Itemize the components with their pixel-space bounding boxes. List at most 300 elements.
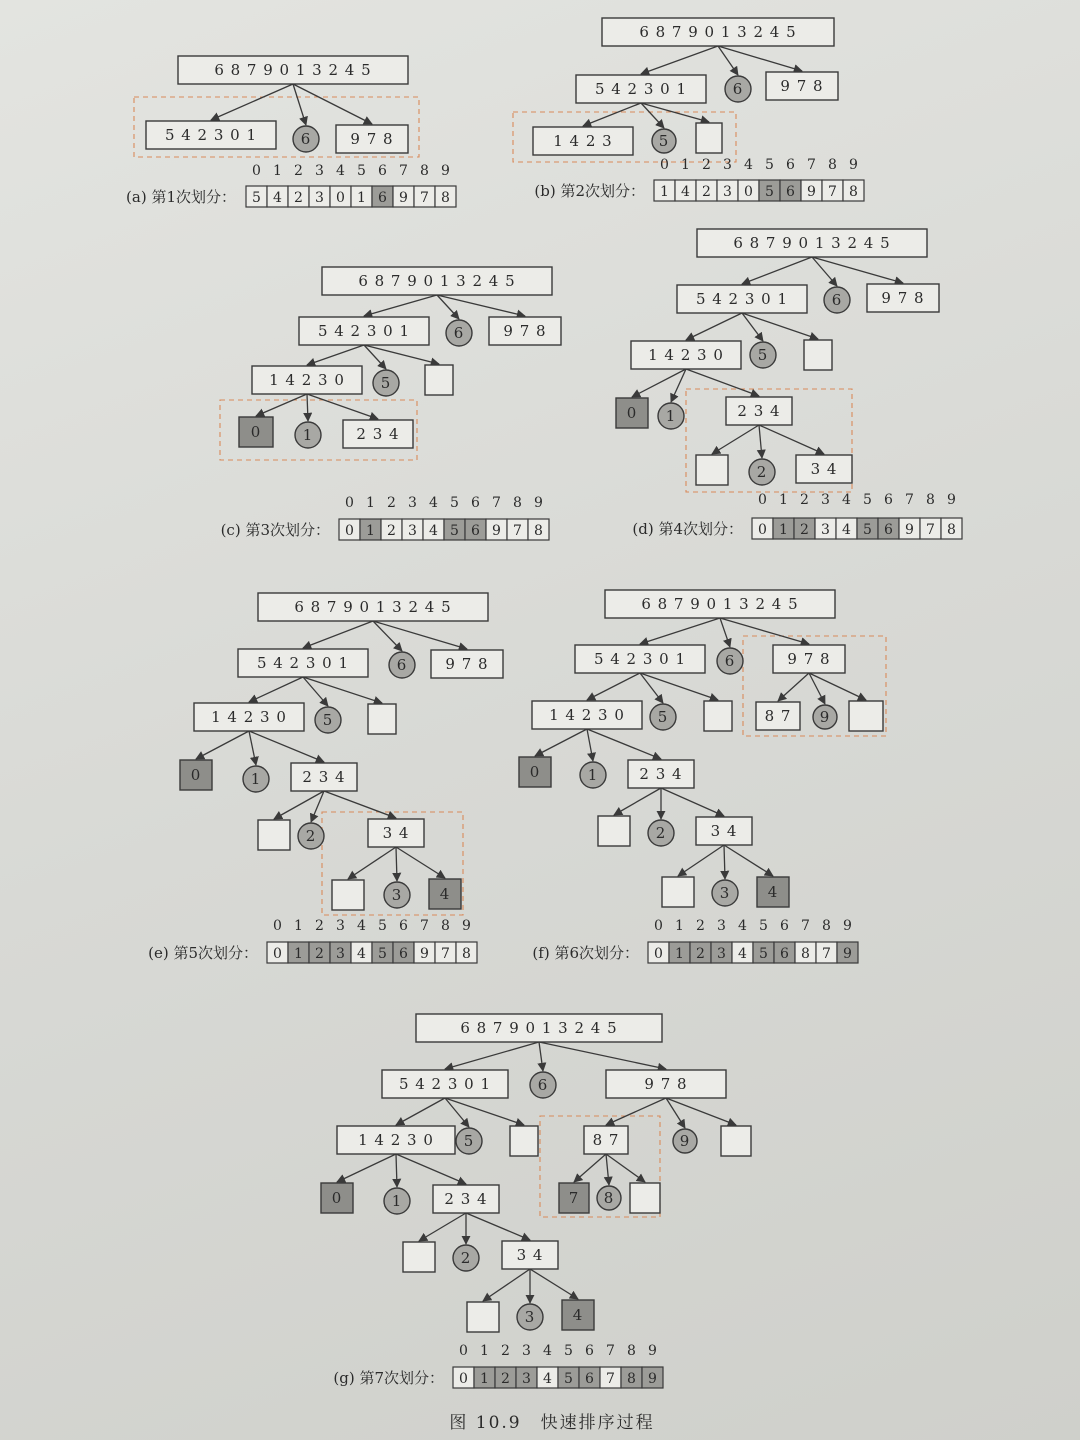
array-index: 6 bbox=[884, 492, 893, 508]
empty-subarray-box bbox=[630, 1183, 660, 1213]
array-cell-value: 1 bbox=[357, 190, 366, 206]
empty-subarray-box bbox=[258, 820, 290, 850]
array-index: 0 bbox=[654, 918, 663, 934]
tree-edge-arrow bbox=[396, 847, 445, 878]
tree-edge-arrow bbox=[641, 46, 718, 74]
array-index: 2 bbox=[315, 918, 324, 934]
array-index: 9 bbox=[947, 492, 956, 508]
array-cell-value: 5 bbox=[759, 946, 768, 962]
array-index: 4 bbox=[744, 157, 753, 173]
array-cell-value: 7 bbox=[828, 184, 837, 200]
tree-edge-arrow bbox=[274, 791, 324, 819]
array-index: 9 bbox=[441, 163, 450, 179]
subarray-values: 4 bbox=[439, 885, 451, 903]
empty-subarray-box bbox=[696, 123, 722, 153]
array-cell-value: 9 bbox=[648, 1371, 657, 1387]
array-index: 8 bbox=[828, 157, 837, 173]
array-index: 4 bbox=[842, 492, 851, 508]
pivot-value: 2 bbox=[655, 824, 667, 842]
tree-edge-arrow bbox=[606, 1098, 666, 1125]
panel-g bbox=[321, 1014, 751, 1388]
subarray-values: 3 4 bbox=[382, 824, 410, 842]
partition-label: (g) 第7次划分： bbox=[333, 1369, 444, 1387]
array-cell-value: 7 bbox=[926, 522, 935, 538]
array-index: 5 bbox=[564, 1343, 573, 1359]
tree-edge-arrow bbox=[724, 845, 725, 879]
tree-edge-arrow bbox=[196, 731, 249, 759]
pivot-value: 5 bbox=[463, 1132, 475, 1150]
empty-subarray-box bbox=[849, 701, 883, 731]
array-cell-value: 3 bbox=[315, 190, 324, 206]
array-index: 4 bbox=[429, 495, 438, 511]
subarray-values: 0 bbox=[190, 766, 202, 784]
tree-edge-arrow bbox=[640, 673, 718, 700]
tree-edge-arrow bbox=[587, 673, 640, 700]
array-cell-value: 2 bbox=[696, 946, 705, 962]
subarray-values: 2 3 4 bbox=[444, 1190, 488, 1208]
tree-edge-arrow bbox=[324, 791, 396, 818]
array-index: 6 bbox=[780, 918, 789, 934]
array-cell-value: 5 bbox=[765, 184, 774, 200]
subarray-values: 2 3 4 bbox=[639, 765, 683, 783]
array-cell-value: 6 bbox=[786, 184, 795, 200]
pivot-value: 2 bbox=[305, 827, 317, 845]
array-index: 0 bbox=[345, 495, 354, 511]
subarray-values: 2 3 4 bbox=[302, 768, 346, 786]
tree-edge-arrow bbox=[364, 345, 386, 369]
array-cell-value: 9 bbox=[807, 184, 816, 200]
array-index: 4 bbox=[738, 918, 747, 934]
pivot-value: 1 bbox=[587, 766, 599, 784]
pivot-value: 1 bbox=[665, 407, 677, 425]
tree-edge-arrow bbox=[686, 369, 759, 396]
array-cell-value: 8 bbox=[534, 523, 543, 539]
tree-edge-arrow bbox=[249, 677, 303, 702]
tree-edge-arrow bbox=[632, 369, 686, 397]
tree-edge-arrow bbox=[445, 1042, 539, 1069]
pivot-value: 6 bbox=[396, 656, 408, 674]
tree-edge-arrow bbox=[759, 425, 824, 454]
subarray-values: 4 bbox=[767, 883, 779, 901]
array-index: 2 bbox=[702, 157, 711, 173]
subarray-values: 6 8 7 9 0 1 3 2 4 5 bbox=[639, 23, 797, 41]
panel-b bbox=[513, 18, 864, 201]
pivot-value: 6 bbox=[300, 130, 312, 148]
tree-edge-arrow bbox=[720, 618, 730, 647]
partition-label: (c) 第3次划分： bbox=[220, 521, 330, 539]
pivot-value: 1 bbox=[302, 426, 314, 444]
tree-edge-arrow bbox=[307, 394, 378, 419]
array-cell-value: 1 bbox=[366, 523, 375, 539]
pivot-value: 6 bbox=[732, 80, 744, 98]
array-cell-value: 2 bbox=[294, 190, 303, 206]
array-cell-value: 6 bbox=[780, 946, 789, 962]
empty-subarray-box bbox=[696, 455, 728, 485]
array-cell-value: 3 bbox=[821, 522, 830, 538]
array-cell-value: 8 bbox=[462, 946, 471, 962]
tree-edge-arrow bbox=[574, 1154, 606, 1182]
partition-label: (b) 第2次划分： bbox=[534, 182, 645, 200]
tree-edge-arrow bbox=[396, 1154, 466, 1184]
empty-subarray-box bbox=[332, 880, 364, 910]
array-cell-value: 3 bbox=[408, 523, 417, 539]
array-index: 7 bbox=[492, 495, 501, 511]
tree-edge-arrow bbox=[530, 1269, 578, 1299]
tree-edge-arrow bbox=[396, 1154, 397, 1187]
subarray-values: 1 4 2 3 0 bbox=[269, 371, 345, 389]
array-cell-value: 3 bbox=[723, 184, 732, 200]
tree-edge-arrow bbox=[724, 845, 773, 876]
tree-edge-arrow bbox=[661, 788, 724, 816]
array-cell-value: 1 bbox=[660, 184, 669, 200]
pivot-value: 6 bbox=[831, 291, 843, 309]
array-index: 4 bbox=[357, 918, 366, 934]
tree-edge-arrow bbox=[614, 788, 661, 815]
tree-edge-arrow bbox=[256, 394, 307, 416]
array-cell-value: 8 bbox=[801, 946, 810, 962]
subarray-values: 2 3 4 bbox=[737, 402, 781, 420]
empty-subarray-box bbox=[467, 1302, 499, 1332]
tree-edge-arrow bbox=[812, 257, 837, 286]
subarray-values: 5 4 2 3 0 1 bbox=[398, 1075, 492, 1093]
subarray-values: 1 4 2 3 0 bbox=[358, 1131, 434, 1149]
array-index: 1 bbox=[675, 918, 684, 934]
tree-edge-arrow bbox=[718, 46, 738, 75]
array-index: 8 bbox=[822, 918, 831, 934]
tree-edge-arrow bbox=[671, 369, 686, 402]
pivot-value: 5 bbox=[757, 346, 769, 364]
array-index: 0 bbox=[459, 1343, 468, 1359]
subarray-values: 9 7 8 bbox=[350, 130, 394, 148]
array-cell-value: 2 bbox=[387, 523, 396, 539]
array-cell-value: 3 bbox=[717, 946, 726, 962]
tree-edge-arrow bbox=[606, 1154, 609, 1185]
array-cell-value: 8 bbox=[627, 1371, 636, 1387]
subarray-values: 0 bbox=[331, 1189, 343, 1207]
tree-edge-arrow bbox=[778, 673, 809, 701]
array-index: 8 bbox=[420, 163, 429, 179]
pivot-value: 1 bbox=[250, 770, 262, 788]
subarray-values: 5 4 2 3 0 1 bbox=[594, 80, 688, 98]
tree-edge-arrow bbox=[337, 1154, 396, 1182]
tree-edge-arrow bbox=[742, 257, 812, 284]
tree-edge-arrow bbox=[718, 46, 802, 71]
array-index: 5 bbox=[357, 163, 366, 179]
pivot-value: 5 bbox=[380, 374, 392, 392]
subarray-values: 9 7 8 bbox=[780, 77, 824, 95]
tree-edge-arrow bbox=[539, 1042, 543, 1071]
tree-edge-arrow bbox=[809, 673, 866, 700]
array-cell-value: 4 bbox=[842, 522, 851, 538]
tree-edge-arrow bbox=[666, 1098, 736, 1125]
tree-edge-arrow bbox=[364, 345, 439, 364]
array-cell-value: 6 bbox=[471, 523, 480, 539]
array-index: 7 bbox=[606, 1343, 615, 1359]
array-cell-value: 9 bbox=[905, 522, 914, 538]
array-index: 0 bbox=[252, 163, 261, 179]
tree-edge-arrow bbox=[720, 618, 809, 644]
empty-subarray-box bbox=[368, 704, 396, 734]
tree-edge-arrow bbox=[678, 845, 724, 876]
array-cell-value: 8 bbox=[947, 522, 956, 538]
subarray-values: 6 8 7 9 0 1 3 2 4 5 bbox=[460, 1019, 618, 1037]
tree-edge-arrow bbox=[348, 847, 396, 879]
partition-label: (a) 第1次划分： bbox=[126, 188, 236, 206]
tree-edge-arrow bbox=[759, 425, 762, 458]
subarray-values: 5 4 2 3 0 1 bbox=[695, 290, 789, 308]
empty-subarray-box bbox=[425, 365, 453, 395]
tree-edge-arrow bbox=[686, 313, 742, 340]
pivot-value: 6 bbox=[537, 1076, 549, 1094]
array-index: 6 bbox=[585, 1343, 594, 1359]
array-cell-value: 8 bbox=[441, 190, 450, 206]
panel-d bbox=[616, 229, 962, 539]
array-cell-value: 1 bbox=[294, 946, 303, 962]
array-index: 3 bbox=[717, 918, 726, 934]
subarray-values: 3 4 bbox=[810, 460, 838, 478]
array-index: 1 bbox=[273, 163, 282, 179]
array-cell-value: 2 bbox=[501, 1371, 510, 1387]
array-index: 7 bbox=[801, 918, 810, 934]
array-cell-value: 7 bbox=[420, 190, 429, 206]
partition-label: (f) 第6次划分： bbox=[532, 944, 639, 962]
subarray-values: 2 3 4 bbox=[356, 425, 400, 443]
pivot-value: 9 bbox=[819, 708, 831, 726]
pivot-value: 5 bbox=[322, 711, 334, 729]
array-cell-value: 2 bbox=[315, 946, 324, 962]
array-cell-value: 4 bbox=[738, 946, 747, 962]
empty-subarray-box bbox=[721, 1126, 751, 1156]
empty-subarray-box bbox=[662, 877, 694, 907]
array-index: 1 bbox=[294, 918, 303, 934]
tree-edge-arrow bbox=[364, 295, 437, 316]
array-index: 6 bbox=[471, 495, 480, 511]
array-index: 5 bbox=[378, 918, 387, 934]
subarray-values: 8 7 bbox=[764, 707, 792, 725]
array-index: 3 bbox=[336, 918, 345, 934]
array-cell-value: 0 bbox=[336, 190, 345, 206]
array-index: 0 bbox=[660, 157, 669, 173]
array-index: 1 bbox=[681, 157, 690, 173]
array-cell-value: 9 bbox=[399, 190, 408, 206]
panel-e bbox=[148, 593, 503, 963]
array-cell-value: 6 bbox=[378, 190, 387, 206]
array-index: 7 bbox=[807, 157, 816, 173]
tree-edge-arrow bbox=[666, 1098, 685, 1128]
array-index: 9 bbox=[534, 495, 543, 511]
array-index: 2 bbox=[387, 495, 396, 511]
tree-edge-arrow bbox=[466, 1213, 530, 1240]
array-cell-value: 0 bbox=[273, 946, 282, 962]
empty-subarray-box bbox=[403, 1242, 435, 1272]
pivot-value: 1 bbox=[391, 1192, 403, 1210]
partition-label: (e) 第5次划分： bbox=[148, 944, 258, 962]
tree-edge-arrow bbox=[396, 847, 397, 881]
array-index: 2 bbox=[696, 918, 705, 934]
array-cell-value: 8 bbox=[849, 184, 858, 200]
pivot-value: 3 bbox=[524, 1308, 536, 1326]
array-cell-value: 4 bbox=[273, 190, 282, 206]
array-cell-value: 5 bbox=[863, 522, 872, 538]
panel-c bbox=[220, 267, 561, 540]
panel-f bbox=[519, 590, 886, 963]
array-cell-value: 2 bbox=[800, 522, 809, 538]
subarray-values: 3 4 bbox=[710, 822, 738, 840]
pivot-value: 5 bbox=[658, 132, 670, 150]
array-index: 3 bbox=[522, 1343, 531, 1359]
subarray-values: 5 4 2 3 0 1 bbox=[317, 322, 411, 340]
subarray-values: 6 8 7 9 0 1 3 2 4 5 bbox=[294, 598, 452, 616]
tree-edge-arrow bbox=[437, 295, 525, 316]
array-cell-value: 6 bbox=[585, 1371, 594, 1387]
subarray-values: 9 7 8 bbox=[881, 289, 925, 307]
tree-edge-arrow bbox=[307, 345, 364, 365]
array-cell-value: 0 bbox=[459, 1371, 468, 1387]
tree-edge-arrow bbox=[249, 731, 324, 762]
array-index: 4 bbox=[543, 1343, 552, 1359]
subarray-values: 9 7 8 bbox=[787, 650, 831, 668]
panel-a bbox=[126, 56, 456, 207]
tree-edge-arrow bbox=[606, 1154, 645, 1182]
pivot-value: 8 bbox=[603, 1189, 615, 1207]
subarray-values: 1 4 2 3 bbox=[553, 132, 613, 150]
pivot-value: 3 bbox=[719, 884, 731, 902]
tree-edge-arrow bbox=[303, 621, 373, 648]
subarray-values: 7 bbox=[568, 1189, 580, 1207]
array-cell-value: 0 bbox=[758, 522, 767, 538]
tree-edge-arrow bbox=[311, 791, 324, 822]
subarray-values: 1 4 2 3 0 bbox=[211, 708, 287, 726]
tree-edge-arrow bbox=[812, 257, 903, 283]
tree-edge-arrow bbox=[587, 729, 661, 759]
array-index: 9 bbox=[849, 157, 858, 173]
array-index: 9 bbox=[648, 1343, 657, 1359]
tree-edge-arrow bbox=[483, 1269, 530, 1301]
subarray-values: 3 4 bbox=[516, 1246, 544, 1264]
tree-edge-arrow bbox=[712, 425, 759, 454]
figure-caption: 图 10.9 快速排序过程 bbox=[449, 1413, 655, 1433]
array-index: 3 bbox=[723, 157, 732, 173]
array-cell-value: 5 bbox=[450, 523, 459, 539]
array-cell-value: 7 bbox=[822, 946, 831, 962]
array-index: 8 bbox=[926, 492, 935, 508]
array-index: 3 bbox=[821, 492, 830, 508]
array-index: 8 bbox=[441, 918, 450, 934]
array-cell-value: 6 bbox=[884, 522, 893, 538]
tree-edge-arrow bbox=[249, 731, 256, 765]
pivot-value: 2 bbox=[756, 463, 768, 481]
array-cell-value: 4 bbox=[681, 184, 690, 200]
array-index: 1 bbox=[779, 492, 788, 508]
array-cell-value: 7 bbox=[441, 946, 450, 962]
array-index: 5 bbox=[759, 918, 768, 934]
array-cell-value: 0 bbox=[345, 523, 354, 539]
tree-edge-arrow bbox=[437, 295, 459, 319]
array-index: 7 bbox=[905, 492, 914, 508]
subarray-values: 5 4 2 3 0 1 bbox=[164, 126, 258, 144]
subarray-values: 4 bbox=[572, 1306, 584, 1324]
tree-edge-arrow bbox=[211, 84, 293, 120]
array-cell-value: 2 bbox=[702, 184, 711, 200]
tree-edge-arrow bbox=[640, 618, 720, 644]
subarray-values: 0 bbox=[250, 423, 262, 441]
subarray-values: 6 8 7 9 0 1 3 2 4 5 bbox=[641, 595, 799, 613]
array-cell-value: 5 bbox=[564, 1371, 573, 1387]
tree-edge-arrow bbox=[293, 84, 372, 124]
array-cell-value: 3 bbox=[522, 1371, 531, 1387]
array-index: 1 bbox=[366, 495, 375, 511]
array-cell-value: 1 bbox=[480, 1371, 489, 1387]
array-cell-value: 5 bbox=[252, 190, 261, 206]
tree-edge-arrow bbox=[742, 313, 818, 339]
array-index: 2 bbox=[800, 492, 809, 508]
tree-edge-arrow bbox=[535, 729, 587, 756]
array-index: 5 bbox=[765, 157, 774, 173]
array-cell-value: 1 bbox=[675, 946, 684, 962]
array-cell-value: 4 bbox=[429, 523, 438, 539]
array-cell-value: 3 bbox=[336, 946, 345, 962]
array-index: 1 bbox=[480, 1343, 489, 1359]
empty-subarray-box bbox=[804, 340, 832, 370]
subarray-values: 6 8 7 9 0 1 3 2 4 5 bbox=[358, 272, 516, 290]
subarray-values: 8 7 bbox=[592, 1131, 620, 1149]
array-cell-value: 5 bbox=[378, 946, 387, 962]
pivot-value: 2 bbox=[460, 1249, 472, 1267]
partition-label: (d) 第4次划分： bbox=[632, 520, 743, 538]
empty-subarray-box bbox=[598, 816, 630, 846]
tree-edge-arrow bbox=[539, 1042, 666, 1069]
subarray-values: 9 7 8 bbox=[445, 655, 489, 673]
array-index: 5 bbox=[863, 492, 872, 508]
array-cell-value: 7 bbox=[606, 1371, 615, 1387]
subarray-values: 0 bbox=[529, 763, 541, 781]
empty-subarray-box bbox=[510, 1126, 538, 1156]
array-index: 3 bbox=[315, 163, 324, 179]
tree-edge-arrow bbox=[587, 729, 593, 761]
array-cell-value: 4 bbox=[543, 1371, 552, 1387]
array-index: 6 bbox=[378, 163, 387, 179]
array-cell-value: 4 bbox=[357, 946, 366, 962]
array-cell-value: 0 bbox=[654, 946, 663, 962]
array-index: 9 bbox=[462, 918, 471, 934]
array-index: 2 bbox=[501, 1343, 510, 1359]
tree-edge-arrow bbox=[583, 103, 641, 126]
subarray-values: 0 bbox=[626, 404, 638, 422]
pivot-value: 9 bbox=[679, 1132, 691, 1150]
pivot-value: 6 bbox=[453, 324, 465, 342]
array-cell-value: 9 bbox=[843, 946, 852, 962]
subarray-values: 5 4 2 3 0 1 bbox=[256, 654, 350, 672]
tree-edge-arrow bbox=[809, 673, 825, 704]
array-cell-value: 1 bbox=[779, 522, 788, 538]
array-cell-value: 9 bbox=[492, 523, 501, 539]
subarray-values: 6 8 7 9 0 1 3 2 4 5 bbox=[733, 234, 891, 252]
subarray-values: 9 7 8 bbox=[644, 1075, 688, 1093]
array-index: 0 bbox=[273, 918, 282, 934]
pivot-value: 3 bbox=[391, 886, 403, 904]
tree-edge-arrow bbox=[396, 1098, 445, 1125]
array-cell-value: 6 bbox=[399, 946, 408, 962]
pivot-value: 6 bbox=[724, 652, 736, 670]
array-cell-value: 0 bbox=[744, 184, 753, 200]
array-cell-value: 7 bbox=[513, 523, 522, 539]
tree-edge-arrow bbox=[419, 1213, 466, 1241]
array-index: 9 bbox=[843, 918, 852, 934]
array-index: 7 bbox=[399, 163, 408, 179]
array-index: 6 bbox=[399, 918, 408, 934]
subarray-values: 9 7 8 bbox=[503, 322, 547, 340]
array-index: 2 bbox=[294, 163, 303, 179]
